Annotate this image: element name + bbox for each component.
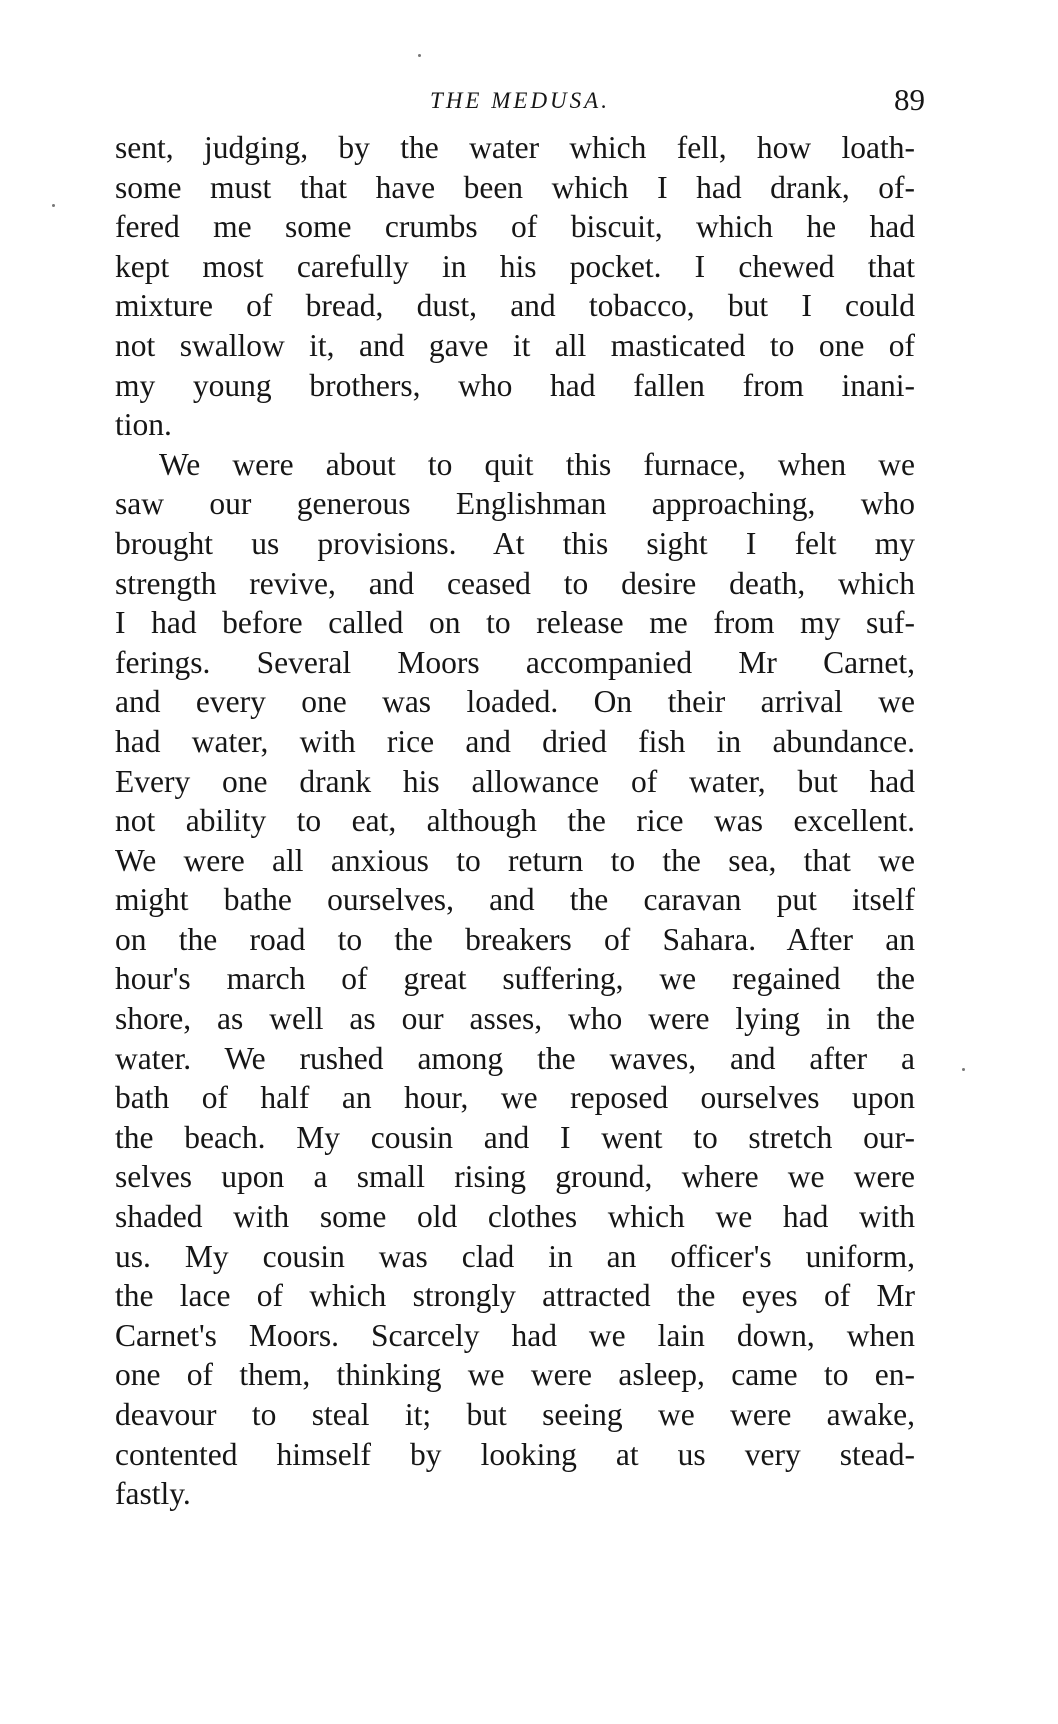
text-line: one of them, thinking we were asleep, came to en- xyxy=(115,1357,915,1393)
text-line: on the road to the breakers of Sahara. After an xyxy=(115,921,915,957)
text-line: deavour to steal it; but seeing we were awake, xyxy=(115,1397,915,1432)
text-line: hour's march of great suffering, we regained the xyxy=(115,961,915,997)
text-line: the beach. My cousin and I went to stretch our- xyxy=(115,1119,915,1155)
text-line: the lace of which strongly attracted the eyes of Mr xyxy=(115,1278,915,1314)
paper-speck xyxy=(52,204,55,207)
text-line: mixture of bread, dust, and tobacco, but I could xyxy=(115,288,915,324)
text-line: We were all anxious to return to the sea, that we xyxy=(115,842,915,878)
text-line: water. We rushed among the waves, and after a xyxy=(115,1040,915,1076)
text-line: not swallow it, and gave it all masticated to one of xyxy=(115,327,915,363)
text-line: sent, judging, by the water which fell, how loath- xyxy=(115,130,915,165)
page-header xyxy=(115,82,925,122)
text-line: not ability to eat, although the rice was excellent. xyxy=(115,803,915,839)
text-line: ferings. Several Moors accompanied Mr Carnet, xyxy=(115,644,915,680)
text-line: shaded with some old clothes which we had with xyxy=(115,1199,915,1235)
text-line: selves upon a small rising ground, where we were xyxy=(115,1159,915,1195)
text-line: had water, with rice and dried fish in abundance. xyxy=(115,723,915,759)
text-line: might bathe ourselves, and the caravan put itself xyxy=(115,882,915,918)
text-line: I had before called on to release me from my suf- xyxy=(115,605,915,641)
paper-speck xyxy=(962,1068,965,1071)
paper-speck xyxy=(418,54,421,57)
text-line: We were about to quit this furnace, when we xyxy=(159,446,915,482)
page-number: 89 xyxy=(894,82,925,117)
text-line: us. My cousin was clad in an officer's uniform, xyxy=(115,1238,915,1274)
running-title: THE MEDUSA. xyxy=(430,88,610,113)
text-line: bath of half an hour, we reposed ourselves upon xyxy=(115,1080,915,1116)
text-line: some must that have been which I had drank, of- xyxy=(115,169,915,205)
body-text xyxy=(115,128,915,1514)
text-line: strength revive, and ceased to desire death, which xyxy=(115,565,915,601)
text-line: tion. xyxy=(115,407,172,443)
text-line: and every one was loaded. On their arrival we xyxy=(115,684,915,720)
text-line: brought us provisions. At this sight I felt my xyxy=(115,525,915,561)
text-line: contented himself by looking at us very stead- xyxy=(115,1436,915,1472)
text-line: fered me some crumbs of biscuit, which he had xyxy=(115,209,915,245)
text-line: Every one drank his allowance of water, but had xyxy=(115,763,915,799)
text-line: my young brothers, who had fallen from inani- xyxy=(115,367,915,403)
text-line: kept most carefully in his pocket. I chewed that xyxy=(115,248,915,284)
text-line: saw our generous Englishman approaching, who xyxy=(115,486,915,522)
text-line: Carnet's Moors. Scarcely had we lain down, when xyxy=(115,1317,915,1353)
text-line: shore, as well as our asses, who were lying in the xyxy=(115,1001,915,1037)
text-line: fastly. xyxy=(115,1476,191,1512)
